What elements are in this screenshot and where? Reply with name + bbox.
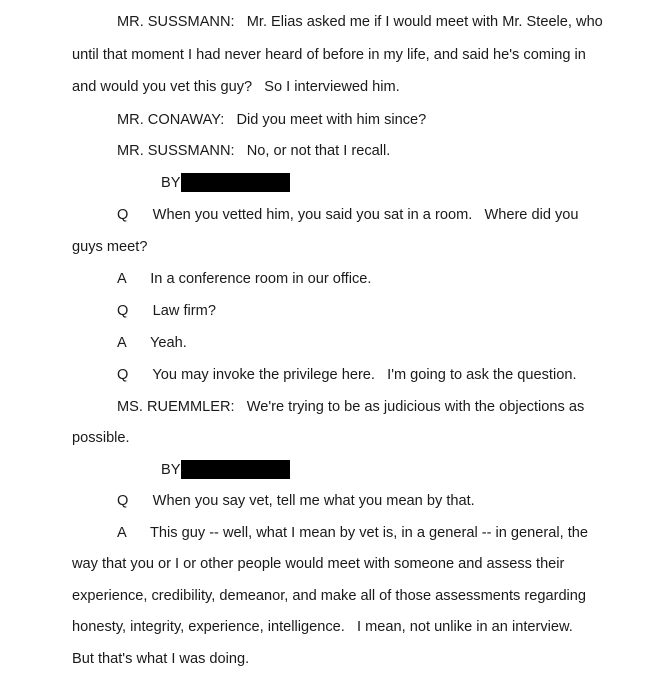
transcript-line: way that you or I or other people would meet with someone and assess their	[72, 556, 565, 572]
transcript-line: Q When you say vet, tell me what you mean by that.	[117, 493, 475, 509]
transcript-line: Q Law firm?	[117, 303, 216, 319]
transcript-line: MR. CONAWAY: Did you meet with him since?	[117, 112, 427, 128]
examiner-label: BY	[161, 462, 181, 478]
transcript-line: Q You may invoke the privilege here. I'm going to ask the question.	[117, 367, 577, 383]
transcript-line: possible.	[72, 430, 130, 446]
transcript-line: MR. SUSSMANN: No, or not that I recall.	[117, 143, 391, 159]
transcript-line: A Yeah.	[117, 335, 187, 351]
transcript-line: Q When you vetted him, you said you sat in a room. Where did you	[117, 207, 579, 223]
transcript-line: until that moment I had never heard of before in my life, and said he's coming in	[72, 47, 586, 63]
redaction-bar	[181, 173, 290, 192]
transcript-line: A This guy -- well, what I mean by vet is, in a general -- in general, the	[117, 525, 589, 541]
transcript-line: MR. SUSSMANN: Mr. Elias asked me if I would meet with Mr. Steele, who	[117, 14, 603, 30]
transcript-line: honesty, integrity, experience, intelligence. I mean, not unlike in an interview.	[72, 619, 573, 635]
transcript-line: experience, credibility, demeanor, and make all of those assessments regarding	[72, 588, 587, 604]
examiner-label: BY	[161, 175, 181, 191]
transcript-line: guys meet?	[72, 239, 148, 255]
redaction-bar	[181, 460, 290, 479]
transcript-line: MS. RUEMMLER: We're trying to be as judicious with the objections as	[117, 399, 585, 415]
transcript-line: A In a conference room in our office.	[117, 271, 372, 287]
transcript-line: But that's what I was doing.	[72, 651, 250, 667]
transcript-line: and would you vet this guy? So I interviewed him.	[72, 79, 400, 95]
